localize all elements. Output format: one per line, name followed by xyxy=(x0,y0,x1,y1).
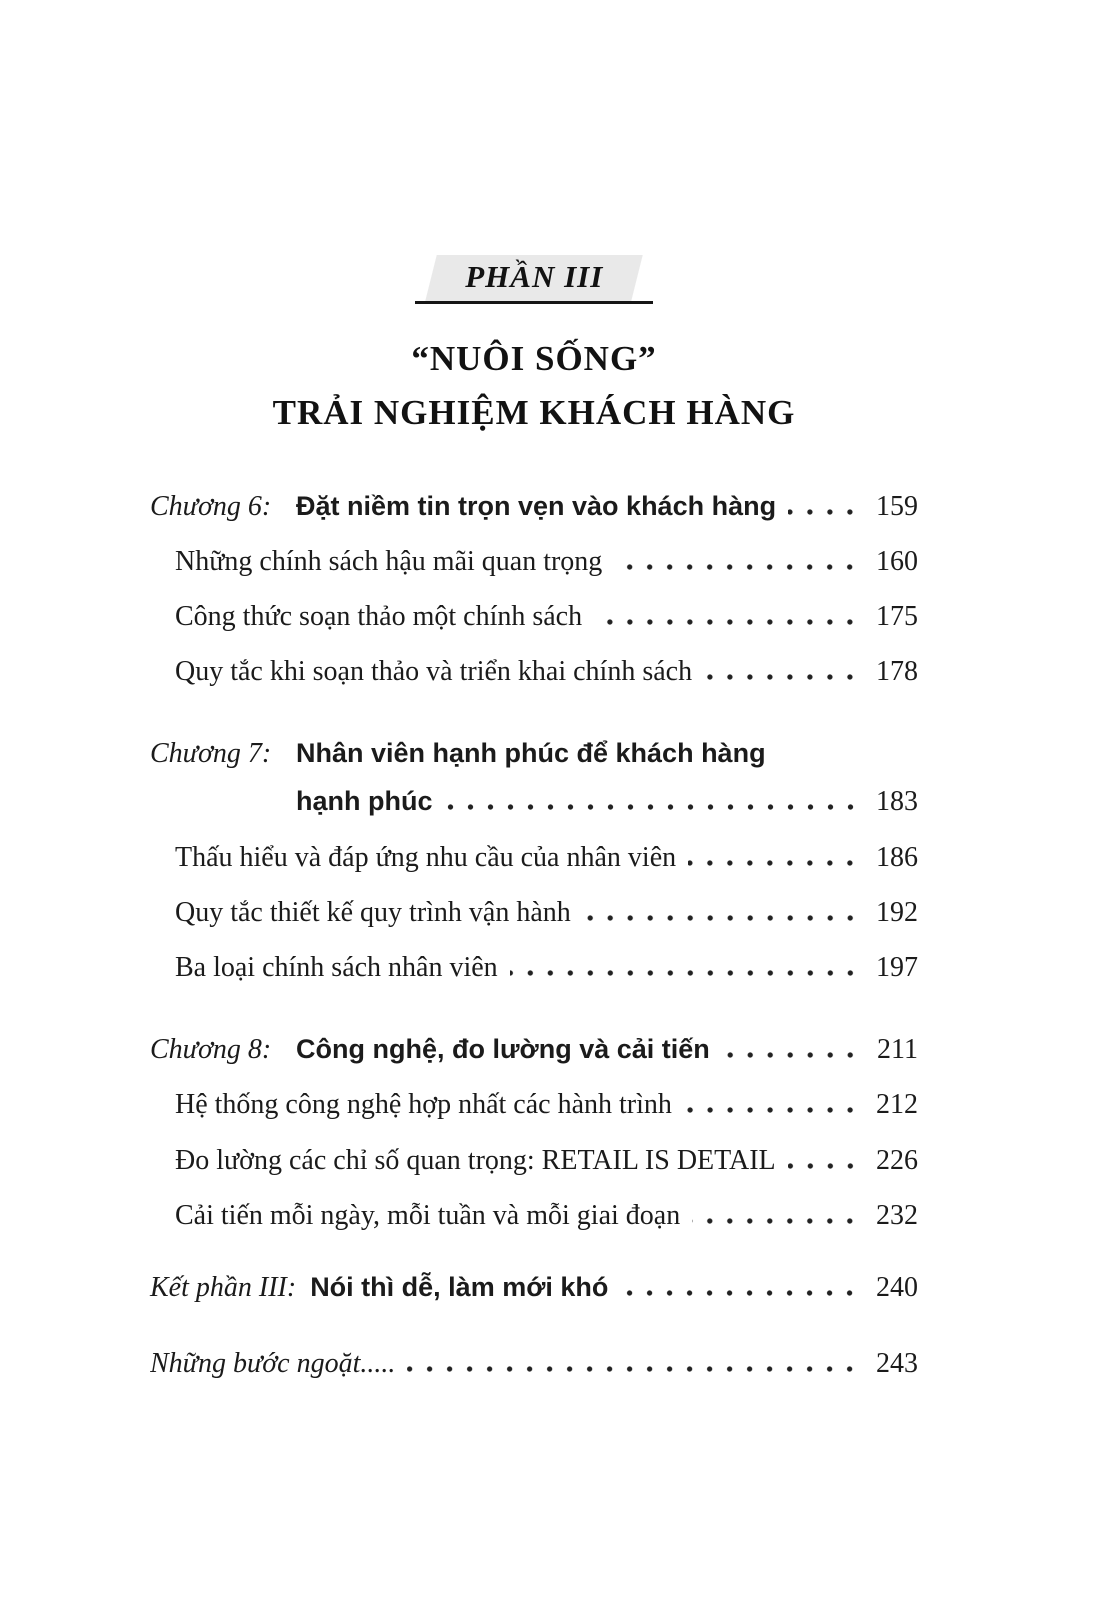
toc-entry-title: Quy tắc thiết kế quy trình vận hành xyxy=(175,896,571,928)
chapter-label: Chương 6: xyxy=(150,490,272,522)
page-number: 160 xyxy=(876,545,918,577)
dot-leader xyxy=(788,509,860,515)
chapter-label: Kết phần III: xyxy=(150,1271,297,1303)
dot-leader xyxy=(594,619,860,625)
toc-row xyxy=(150,786,918,818)
page-number: 197 xyxy=(876,952,918,983)
dot-leader xyxy=(688,860,860,866)
page-content xyxy=(150,255,918,1380)
page-number: 183 xyxy=(876,786,918,818)
toc-entry-title: Ba loại chính sách nhân viên xyxy=(175,952,498,983)
dot-leader xyxy=(620,1290,860,1296)
toc-row xyxy=(150,1348,918,1380)
toc-row xyxy=(150,952,918,984)
toc-row xyxy=(150,1200,918,1232)
toc-entry-title: Công nghệ, đo lường và cải tiến xyxy=(296,1034,710,1065)
chapter-label: Chương 8: xyxy=(150,1034,272,1066)
toc-row xyxy=(150,897,918,929)
dot-leader xyxy=(704,674,860,680)
toc-row xyxy=(150,1145,918,1177)
toc-row xyxy=(150,1034,918,1066)
toc-row xyxy=(150,1272,918,1304)
toc-entry-title: Cải tiến mỗi ngày, mỗi tuần và mỗi giai đoạn xyxy=(175,1199,681,1231)
page-number: 178 xyxy=(876,656,918,688)
toc-row xyxy=(150,1089,918,1121)
dot-leader xyxy=(614,564,860,570)
part-title-line1: “NUÔI SỐNG” xyxy=(411,339,657,378)
page-number: 243 xyxy=(876,1348,918,1380)
part-label: PHẦN III xyxy=(465,259,604,294)
page-number: 212 xyxy=(876,1089,918,1121)
toc-entry-title: Những chính sách hậu mãi quan trọng xyxy=(175,545,603,577)
page-number: 192 xyxy=(876,896,918,928)
toc-row xyxy=(150,842,918,874)
part-badge xyxy=(150,255,918,304)
toc-row xyxy=(150,738,918,770)
toc-entry-title: Quy tắc khi soạn thảo và triển khai chính sách xyxy=(175,656,693,688)
toc-entry-title: Đặt niềm tin trọn vẹn vào khách hàng xyxy=(296,490,777,521)
toc-entry-title: Hệ thống công nghệ hợp nhất các hành trình xyxy=(175,1089,672,1121)
part-badge-underline xyxy=(415,301,653,304)
page-number: 159 xyxy=(876,490,918,522)
dot-leader xyxy=(684,1107,860,1113)
toc-entry-title: hạnh phúc xyxy=(296,786,433,817)
page-number: 211 xyxy=(877,1034,918,1066)
toc-entry-title: Công thức soạn thảo một chính sách xyxy=(175,600,583,632)
toc-entry-title: Đo lường các chỉ số quan trọng: RETAIL IS DETAIL xyxy=(175,1144,776,1176)
toc-row xyxy=(150,601,918,633)
page-number: 240 xyxy=(876,1271,918,1303)
toc-row xyxy=(150,656,918,688)
toc-entry-title: Nhân viên hạnh phúc để khách hàng xyxy=(296,738,766,769)
page-number: 175 xyxy=(876,600,918,632)
page-number: 232 xyxy=(876,1199,918,1231)
part-title xyxy=(150,332,918,441)
dot-leader xyxy=(692,1218,860,1224)
dot-leader xyxy=(407,1366,860,1372)
page-number: 226 xyxy=(876,1144,918,1176)
toc-entry-title: Nói thì dễ, làm mới khó xyxy=(310,1271,609,1302)
chapter-label: Chương 7: xyxy=(150,738,272,770)
toc-entry-title: Những bước ngoặt..... xyxy=(150,1348,396,1380)
dot-leader xyxy=(510,970,860,976)
dot-leader xyxy=(583,915,860,921)
dot-leader xyxy=(788,1163,860,1169)
toc-list xyxy=(150,491,918,1381)
dot-leader xyxy=(445,804,861,810)
toc-row xyxy=(150,546,918,578)
toc-row xyxy=(150,491,918,523)
page-number: 186 xyxy=(876,841,918,873)
toc-entry-title: Thấu hiểu và đáp ứng nhu cầu của nhân viên xyxy=(175,841,677,873)
dot-leader xyxy=(722,1052,860,1058)
part-badge-box xyxy=(425,255,643,301)
part-title-line2: TRẢI NGHIỆM KHÁCH HÀNG xyxy=(272,393,796,433)
